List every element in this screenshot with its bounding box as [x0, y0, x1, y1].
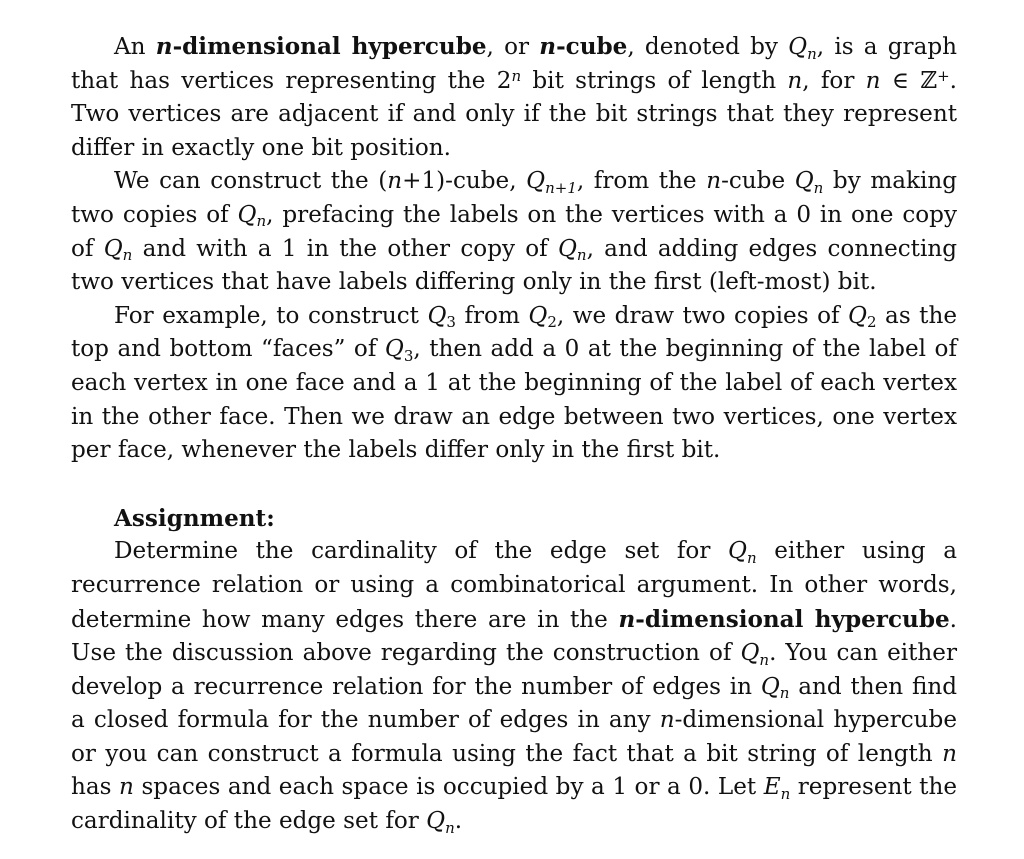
text: , we draw two copies of [556, 302, 849, 329]
math-n: n [942, 740, 957, 767]
math-qn: $Q_n$ [557, 235, 587, 265]
math-two-power-n: 2$^n$ [496, 66, 522, 94]
text: +1)-cube, [402, 168, 527, 195]
paragraph-hypercube-definition [71, 30, 957, 165]
math-qn: $Q_n$ [794, 168, 824, 197]
text: from [455, 302, 529, 329]
text: and then find a closed formula for the number of edges in any [71, 673, 957, 734]
math-q3: $Q_3$ [384, 336, 414, 365]
math-q-n-plus-1: $Q_{n+1}$ [526, 168, 577, 197]
text: by making two copies of [71, 168, 958, 228]
math-qn: $Q_n$ [740, 640, 770, 669]
math-en: $E_n$ [763, 774, 791, 803]
math-qn: $Q_n$ [237, 201, 267, 231]
assignment-heading: Assignment: [114, 504, 275, 532]
math-n: n [659, 707, 675, 734]
math-q2: $Q_2$ [848, 302, 877, 332]
math-n: n [706, 168, 722, 195]
text: spaces and each space is occupied by a 1 or a 0. Let [133, 774, 764, 801]
text: as the top and bottom “faces” of [71, 302, 958, 363]
text: Determine the cardinality of the edge set for [114, 538, 729, 565]
text: An [114, 34, 156, 60]
text: . Use the discussion above regarding the construction of [71, 606, 958, 667]
math-qn: $Q_n$ [728, 538, 757, 567]
math-n: n [387, 168, 403, 195]
text: . [454, 808, 463, 835]
text: We can construct the ( [114, 168, 388, 195]
term-n-dimensional-hypercube: n-dimensional hypercube [618, 605, 950, 633]
text: either using a recurrence relation or using a combinatorical argument. In other words, determine how many edges there are in the [71, 538, 957, 633]
paragraph-assignment [71, 535, 957, 838]
text: , and adding edges connecting two vertices that have labels differing only in the first (left-most) bit. [71, 235, 957, 296]
text: , then add a 0 at the beginning of the label of each vertex in one face and a 1 at the beginning of the label of each vertex in the other face. Then we draw an edge between two vertices, one vertex per face, whenever the labels differ only in the first bit. [71, 336, 957, 464]
text: , denoted by [627, 34, 789, 60]
paragraph-example [71, 300, 957, 468]
document-page [71, 30, 957, 839]
text: , for [802, 67, 866, 94]
text: . You can either develop a recurrence relation for the number of edges in [71, 640, 957, 700]
math-positive-integers: ∈ ℤ+ [880, 66, 950, 94]
text: , prefacing the labels on the vertices with a 0 in one copy of [71, 201, 958, 262]
math-n: n [119, 774, 134, 801]
paragraph-construction [71, 165, 957, 299]
text: For example, to construct [114, 302, 428, 329]
math-qn: $Q_n$ [426, 808, 455, 837]
text: , is a graph that has vertices representing the [71, 34, 958, 94]
math-q2: $Q_2$ [528, 302, 557, 332]
math-qn: $Q_n$ [103, 235, 133, 265]
math-n: n [787, 67, 803, 94]
math-n: n [865, 67, 881, 94]
math-qn: $Q_n$ [788, 34, 817, 63]
math-qn: $Q_n$ [760, 673, 790, 703]
text: , or [486, 34, 540, 60]
term-n-dimensional-hypercube: n-dimensional hypercube [155, 33, 487, 60]
term-n-cube: n-cube [539, 33, 628, 60]
text: bit strings of length [521, 67, 788, 94]
text: . Two vertices are adjacent if and only if the bit strings that they represent differ in exactly one bit position. [71, 67, 957, 161]
text: represent the cardinality of the edge set for [71, 774, 957, 835]
text: has [71, 774, 120, 801]
text: , from the [576, 168, 707, 195]
text: -cube [721, 168, 795, 195]
text: -dimensional hypercube or you can construct a formula using the fact that a bit string of length [71, 707, 957, 767]
section-spacer [71, 468, 957, 502]
text: and with a 1 in the other copy of [132, 235, 558, 262]
math-q3: $Q_3$ [427, 302, 456, 332]
